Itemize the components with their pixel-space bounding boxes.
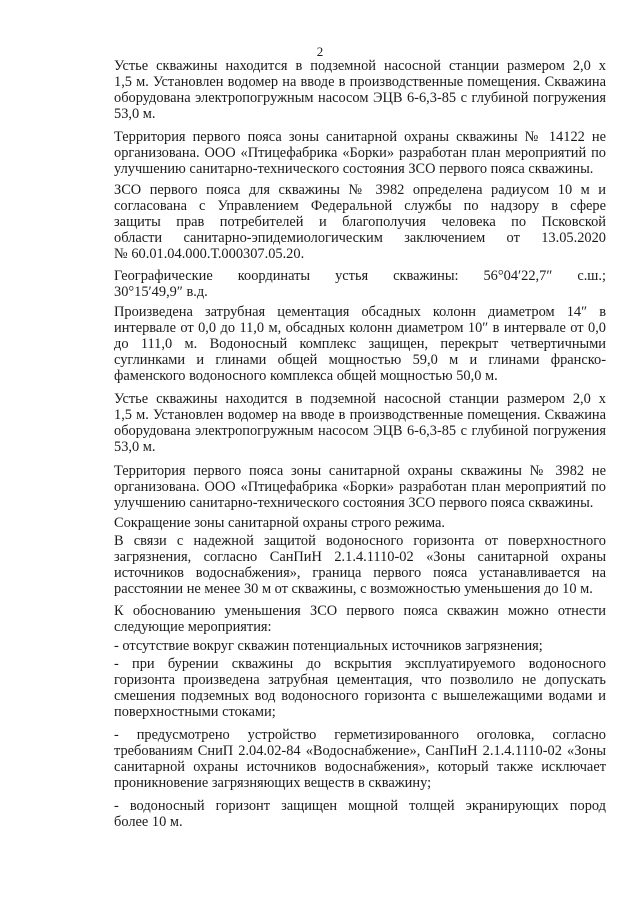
text-line: Географические координаты устья скважины: 56°04′22,7″ с.ш.; <box>114 268 606 284</box>
text-line: организована. ООО «Птицефабрика «Борки» разработан план мероприятий по <box>114 479 606 496</box>
paragraph-p10 <box>86 603 606 635</box>
text-line: защиты прав потребителей и благополучия человека по Псковской <box>114 214 606 231</box>
text-line: согласована с Управлением Федеральной службы по надзору в сфере <box>114 198 606 215</box>
text-line: - при бурении скважины до вскрытия эксплуатируемого водоносного <box>114 656 606 672</box>
text-line: поверхностными стоками; <box>114 704 276 721</box>
text-line: ЗСО первого пояса для скважины № 3982 определена радиусом 10 м и <box>114 182 606 198</box>
text-line: Территория первого пояса зоны санитарной охраны скважины № 14122 не <box>114 129 606 145</box>
paragraph-p1 <box>86 58 606 122</box>
text-line: № 60.01.04.000.Т.000307.05.20. <box>114 246 305 263</box>
text-line: - отсутствие вокруг скважин потенциальных источников загрязнения; <box>114 638 543 654</box>
paragraph-p4 <box>86 268 606 300</box>
paragraph-p12 <box>86 656 606 720</box>
text-line: Устье скважины находится в подземной насосной станции размером 2,0 х <box>114 391 606 407</box>
page-number: 2 <box>316 44 324 59</box>
text-line: Территория первого пояса зоны санитарной охраны скважины № 3982 не <box>114 463 606 479</box>
text-line: фаменского водоносного комплекса общей мощностью 50,0 м. <box>114 368 498 385</box>
text-line: - предусмотрено устройство герметизированного оголовка, согласно <box>114 727 606 743</box>
text-line: 30°15′49,9″ в.д. <box>114 284 208 301</box>
text-line: 1,5 м. Установлен водомер на вводе в производственные помещения. Скважина <box>114 407 606 424</box>
text-line: требованиям СниП 2.04.02-84 «Водоснабжение», СанПиН 2.1.4.1110-02 «Зоны <box>114 743 606 760</box>
text-line: проникновение загрязняющих веществ в скважину; <box>114 775 432 792</box>
text-line: расстоянии не менее 30 м от скважины, с возможностью уменьшения до 10 м. <box>114 581 593 598</box>
paragraph-p11 <box>86 638 606 654</box>
text-line: оборудована электропогружным насосом ЭЦВ 6-6,3-85 с глубиной погружения <box>114 423 606 440</box>
paragraph-p8 <box>86 515 606 531</box>
paragraph-p5 <box>86 304 606 384</box>
text-line: 53,0 м. <box>114 106 156 123</box>
text-line: интервале от 0,0 до 11,0 м, обсадных колонн диаметром 10″ в интервале от 0,0 <box>114 320 606 337</box>
text-line: Устье скважины находится в подземной насосной станции размером 2,0 х <box>114 58 606 74</box>
text-line: области санитарно-эпидемиологическим заключением от 13.05.2020 <box>114 230 606 247</box>
paragraph-p13 <box>86 727 606 791</box>
text-line: горизонта произведена затрубная цементация, что позволило не допускать <box>114 672 606 689</box>
text-line: улучшению санитарно-технического состояния ЗСО первого пояса скважины. <box>114 161 594 178</box>
text-line: Сокращение зоны санитарной охраны строго режима. <box>114 515 445 531</box>
text-line: источников водоснабжения», граница первого пояса устанавливается на <box>114 565 606 582</box>
text-line: более 10 м. <box>114 814 183 831</box>
text-line: организована. ООО «Птицефабрика «Борки» разработан план мероприятий по <box>114 145 606 162</box>
text-line: суглинками и глинами общей мощностью 59,0 м и глинами франско- <box>114 352 606 369</box>
text-line: 1,5 м. Установлен водомер на вводе в производственные помещения. Скважина <box>114 74 606 91</box>
text-line: К обоснованию уменьшения ЗСО первого пояса скважин можно отнести <box>114 603 606 619</box>
text-line: смешения подземных вод водоносного горизонта с вышележащими водами и <box>114 688 606 705</box>
text-line: следующие мероприятия: <box>114 619 272 636</box>
text-line: загрязнения, согласно СанПиН 2.1.4.1110-02 «Зоны санитарной охраны <box>114 549 606 566</box>
text-line: Произведена затрубная цементация обсадных колонн диаметром 14″ в <box>114 304 606 320</box>
text-line: В связи с надежной защитой водоносного горизонта от поверхностного <box>114 533 606 549</box>
text-line: санитарной охраны источников водоснабжения», который также исключает <box>114 759 606 776</box>
paragraph-p7 <box>86 463 606 511</box>
paragraph-p2 <box>86 129 606 177</box>
paragraph-p6 <box>86 391 606 455</box>
text-line: до 111,0 м. Водоносный комплекс защищен, перекрыт четвертичными <box>114 336 606 353</box>
text-line: - водоносный горизонт защищен мощной толщей экранирующих пород <box>114 798 606 814</box>
text-line: 53,0 м. <box>114 439 156 456</box>
paragraph-p14 <box>86 798 606 830</box>
text-line: оборудована электропогружным насосом ЭЦВ 6-6,3-85 с глубиной погружения <box>114 90 606 107</box>
paragraph-p3 <box>86 182 606 262</box>
paragraph-p9 <box>86 533 606 597</box>
text-line: улучшению санитарно-технического состояния ЗСО первого пояса скважины. <box>114 495 594 512</box>
